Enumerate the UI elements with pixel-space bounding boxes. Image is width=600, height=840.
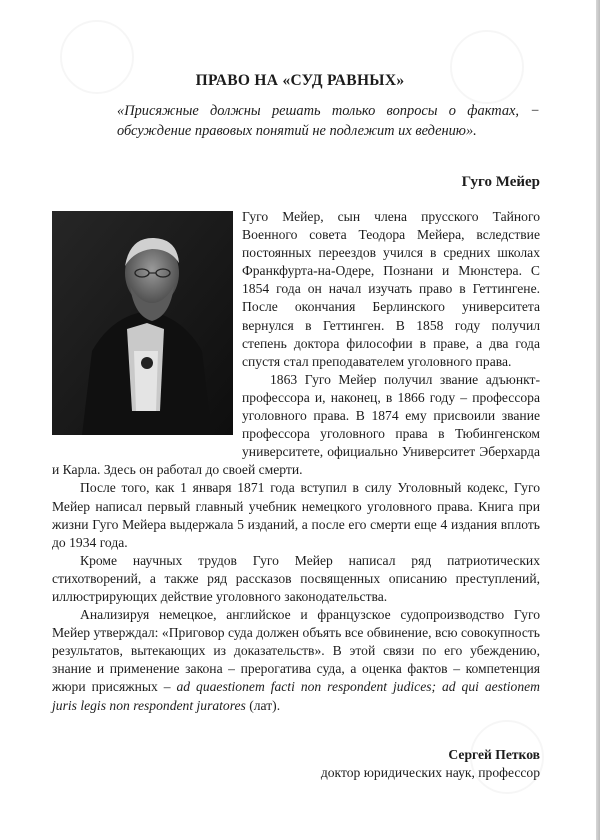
article-body xyxy=(52,208,540,715)
page-title: ПРАВО НА «СУД РАВНЫХ» xyxy=(195,72,405,89)
epigraph-author: Гуго Мейер xyxy=(461,174,540,190)
paragraph-textbook: После того, как 1 января 1871 года вступил в силу Уголовный кодекс, Гуго Мейер написал первый главный учебник немецкого уголовного права. Книга при жизни Гуго Мейера выдержала 5 изданий, а после его смерти еще 4 издания вплоть до 1934 года. xyxy=(52,480,540,550)
background-ornament xyxy=(450,30,524,104)
paragraph-analysis xyxy=(52,606,540,715)
latin-quote: ad quaestionem facti non respondent judices; ad qui aestionem juris legis non respondent juratores xyxy=(52,679,540,713)
signature-block xyxy=(250,746,540,782)
analysis-text: Анализируя немецкое, английское и французское судопроизводство Гуго Мейер утверждал: «Приговор суда должен объять все обвинение, всю совокупность результатов, вытекающих из доказательств». В этой связи по его убеждению, знание и применение закона – прерогатива суда, а оценка фактов – компетенция жюри присяжных – xyxy=(52,607,540,695)
portrait-spacer xyxy=(52,208,233,454)
page-edge xyxy=(596,0,600,840)
paragraph-career: 1863 Гуго Мейер получил звание адъюнкт-профессора и, наконец, в 1866 году – профессора уголовного права. В 1874 ему присвоили звание профессора уголовного права в Тюбингенском университете, официально Университет Эберхарда и Карла. Здесь он работал до своей смерти. xyxy=(52,371,540,478)
epigraph-quote: «Присяжные должны решать только вопросы о фактах, − обсуждение правовых понятий не подлежит их ведению». xyxy=(117,103,540,139)
author-title: доктор юридических наук, профессор xyxy=(320,765,540,780)
author-name: Сергей Петков xyxy=(448,747,540,762)
latin-suffix: (лат). xyxy=(245,697,281,713)
paragraph-biography: Гуго Мейер, сын члена прусского Тайного Военного совета Теодора Мейера, вследствие постоянных переездов учился в средних школах Франкфурта-на-Одере, Познани и Мюнстера. С 1854 года он начал изучать право в Геттингене. После окончания Берлинского университета вернулся в Геттинген. В 1858 году получил степень доктора философии в праве, а два года спустя стал преподавателем уголовного права. xyxy=(242,209,540,369)
paragraph-works: Кроме научных трудов Гуго Мейер написал ряд патриотических стихотворений, а также ряд рассказов посвященных описанию преступлений, иллюстрирующих действие уголовного законодательства. xyxy=(52,552,540,604)
